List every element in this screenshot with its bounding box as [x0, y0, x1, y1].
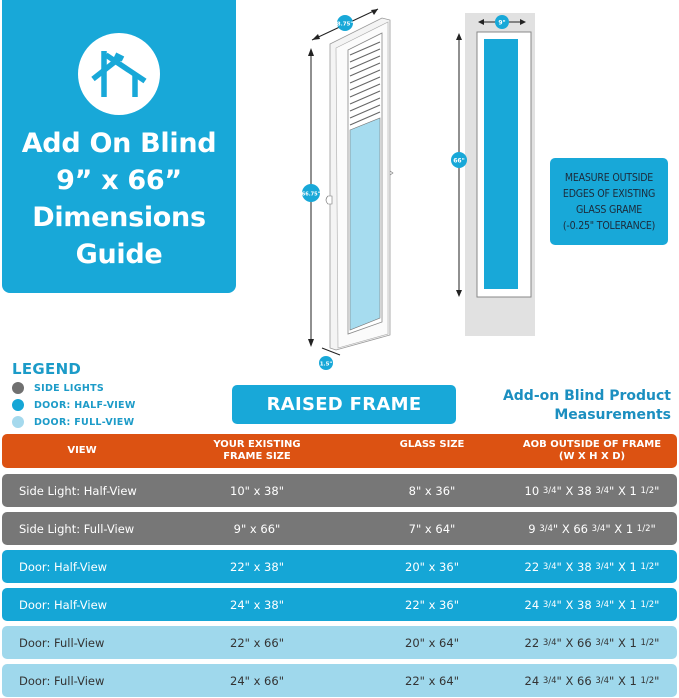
legend-item-door-full-view — [12, 415, 136, 429]
cell-aob-size: 24 3/4 " X 66 3/4 " X 1 1/2 " — [524, 673, 660, 688]
cell-view: Door: Full-View — [19, 673, 105, 688]
header-aob-outside: AOB OUTSIDE OF FRAME (W X H X D) — [522, 439, 662, 462]
product-measurements-title — [503, 387, 671, 425]
legend-dot-icon — [12, 399, 24, 411]
table-row — [2, 588, 677, 621]
svg-text:66.75": 66.75" — [301, 191, 321, 198]
logo — [78, 33, 160, 115]
cell-frame-size: 24" x 66" — [230, 673, 284, 688]
title-line-4: Guide — [75, 239, 163, 270]
title-line-1: Add On Blind — [21, 128, 217, 159]
measure-note — [550, 158, 668, 245]
legend-title: LEGEND — [12, 360, 82, 378]
cell-aob-size: 10 3/4 " X 38 3/4 " X 1 1/2 " — [524, 483, 660, 498]
header-glass-size: GLASS SIZE — [399, 439, 465, 450]
product-title-line-2: Measurements — [554, 407, 671, 423]
cell-aob-size: 24 3/4 " X 38 3/4 " X 1 1/2 " — [524, 597, 660, 612]
table-header — [2, 434, 677, 468]
note-line-4: (-0.25" TOLERANCE) — [562, 219, 656, 232]
cell-view: Side Light: Full-View — [19, 521, 135, 536]
title-card — [2, 0, 236, 293]
table-row — [2, 626, 677, 659]
table-row — [2, 512, 677, 545]
svg-text:66": 66" — [453, 157, 465, 165]
note-line-2: EDGES OF EXISTING — [562, 187, 656, 200]
legend-dot-icon — [12, 382, 24, 394]
svg-text:8.75": 8.75" — [336, 21, 354, 28]
table-row — [2, 664, 677, 697]
note-line-1: MEASURE OUTSIDE — [564, 171, 654, 184]
cell-frame-size: 22" x 66" — [230, 635, 284, 650]
svg-text:1.5": 1.5" — [319, 361, 333, 368]
legend-label: DOOR: HALF-VIEW — [34, 399, 136, 411]
cell-frame-size: 10" x 38" — [230, 483, 284, 498]
legend-dot-icon — [12, 416, 24, 428]
cell-view: Door: Half-View — [19, 559, 108, 574]
door-illustration — [292, 0, 412, 370]
cell-frame-size: 22" x 38" — [230, 559, 284, 574]
legend — [12, 360, 136, 429]
glass-illustration — [453, 13, 535, 336]
title-line-2: 9” x 66” — [56, 165, 182, 196]
header-view: VIEW — [67, 445, 97, 456]
header-frame-size: YOUR EXISTING FRAME SIZE — [213, 439, 301, 462]
note-line-3: GLASS GRAME — [575, 203, 643, 216]
cell-glass-size: 20" x 64" — [405, 635, 459, 650]
legend-label: SIDE LIGHTS — [34, 382, 105, 394]
cell-view: Door: Full-View — [19, 635, 105, 650]
cell-aob-size: 22 3/4 " X 66 3/4 " X 1 1/2 " — [524, 635, 660, 650]
title-line-3: Dimensions — [32, 202, 206, 233]
frame-type-badge: RAISED FRAME — [232, 385, 456, 424]
cell-glass-size: 22" x 64" — [405, 673, 459, 688]
cell-aob-size: 9 3/4 " X 66 3/4 " X 1 1/2 " — [528, 521, 656, 536]
cell-frame-size: 9" x 66" — [233, 521, 281, 536]
legend-item-door-half-view — [12, 398, 136, 412]
legend-item-side-lights — [12, 381, 136, 395]
cell-glass-size: 7" x 64" — [408, 521, 456, 536]
legend-label: DOOR: FULL-VIEW — [34, 416, 135, 428]
cell-view: Side Light: Half-View — [19, 483, 137, 498]
cell-glass-size: 22" x 36" — [405, 597, 459, 612]
page-title — [22, 125, 217, 273]
cell-glass-size: 20" x 36" — [405, 559, 459, 574]
cell-glass-size: 8" x 36" — [408, 483, 456, 498]
house-logo-icon — [91, 49, 147, 99]
cell-frame-size: 24" x 38" — [230, 597, 284, 612]
cell-aob-size: 22 3/4 " X 38 3/4 " X 1 1/2 " — [524, 559, 660, 574]
product-title-line-1: Add-on Blind Product — [502, 388, 671, 404]
svg-text:9": 9" — [498, 19, 506, 27]
table-row — [2, 474, 677, 507]
table-row — [2, 550, 677, 583]
cell-view: Door: Half-View — [19, 597, 108, 612]
